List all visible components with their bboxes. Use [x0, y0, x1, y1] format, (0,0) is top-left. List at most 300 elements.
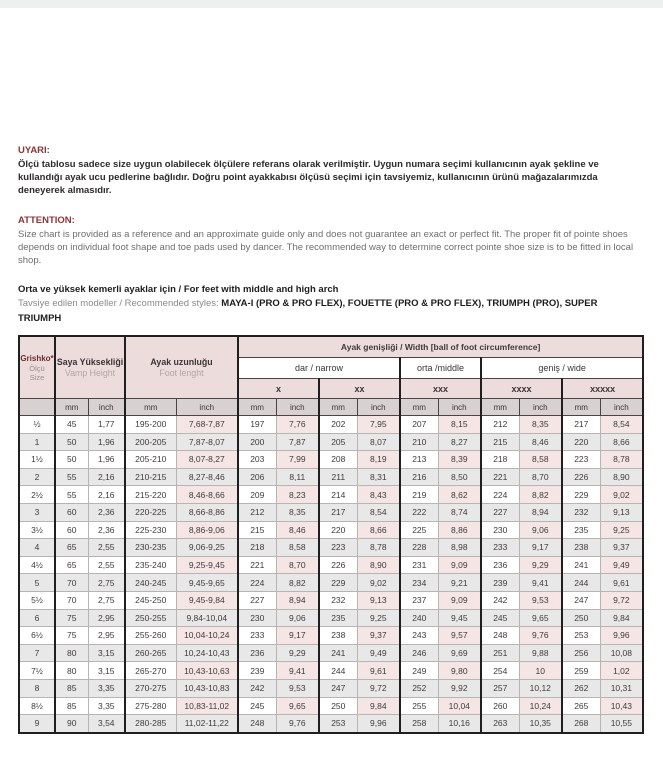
value-cell: 247	[319, 679, 357, 697]
table-row	[19, 486, 643, 504]
table-row	[19, 697, 643, 715]
brand-label: Grishko*	[20, 353, 54, 363]
value-cell: 8,46-8,66	[176, 486, 238, 504]
value-cell: 3,15	[88, 662, 125, 680]
width-letter-xx: xx	[319, 379, 400, 399]
value-cell: 7,87	[276, 433, 319, 451]
warning-english	[18, 214, 642, 267]
value-cell: 234	[400, 574, 438, 592]
value-cell: 9,09	[438, 591, 481, 609]
value-cell: 210-215	[125, 468, 176, 486]
value-cell: 3,35	[88, 679, 125, 697]
value-cell: 65	[55, 556, 88, 574]
value-cell: 225	[400, 521, 438, 539]
value-cell: 240-245	[125, 574, 176, 592]
value-cell: 9,45	[438, 609, 481, 627]
table-row	[19, 451, 643, 469]
value-cell: 9,65	[276, 697, 319, 715]
value-cell: 9,06	[519, 521, 562, 539]
value-cell: 9,29	[519, 556, 562, 574]
value-cell: 224	[481, 486, 519, 504]
units-row	[19, 399, 643, 416]
table-row	[19, 679, 643, 697]
value-cell: 9,41	[519, 574, 562, 592]
value-cell: 9,92	[438, 679, 481, 697]
value-cell: 224	[238, 574, 276, 592]
value-cell: 257	[481, 679, 519, 697]
size-cell: 9	[19, 715, 55, 733]
size-cell: 5	[19, 574, 55, 592]
value-cell: 202	[319, 416, 357, 434]
value-cell: 245-250	[125, 591, 176, 609]
value-cell: 2,75	[88, 574, 125, 592]
table-row	[19, 574, 643, 592]
value-cell: 9,57	[438, 627, 481, 645]
value-cell: 237	[400, 591, 438, 609]
size-chart-section	[18, 283, 642, 326]
value-cell: 259	[562, 662, 600, 680]
value-cell: 239	[481, 574, 519, 592]
value-cell: 227	[238, 591, 276, 609]
value-cell: 2,75	[88, 591, 125, 609]
value-cell: 220	[562, 433, 600, 451]
value-cell: 227	[481, 503, 519, 521]
size-cell: 3	[19, 503, 55, 521]
value-cell: 9,45-9,65	[176, 574, 238, 592]
value-cell: 229	[319, 574, 357, 592]
value-cell: 207	[400, 416, 438, 434]
warning-english-text: Size chart is provided as a reference and an approximate guide only and does not guarantee an exact or perfect fit. The proper fit of pointe shoes depends on individual foot shape and toe pads used by dancer. The recommended way to determine correct pointe shoe size is to be fitted in local shop.	[18, 229, 634, 266]
value-cell: 255-260	[125, 627, 176, 645]
unit-mm-label: mm	[319, 399, 357, 416]
value-cell: 218	[481, 451, 519, 469]
value-cell: 244	[319, 662, 357, 680]
value-cell: 268	[562, 715, 600, 733]
value-cell: 8,78	[357, 539, 400, 557]
value-cell: 9,02	[357, 574, 400, 592]
value-cell: 220-225	[125, 503, 176, 521]
value-cell: 235	[562, 521, 600, 539]
value-cell: 9,72	[600, 591, 643, 609]
unit-mm-label: mm	[238, 399, 276, 416]
size-cell: ½	[19, 416, 55, 434]
size-header-tr: Ölçü	[29, 363, 45, 373]
value-cell: 2,36	[88, 521, 125, 539]
table-row	[19, 521, 643, 539]
value-cell: 243	[400, 627, 438, 645]
value-cell: 10,16	[438, 715, 481, 733]
unit-inch-label: inch	[600, 399, 643, 416]
value-cell: 215	[238, 521, 276, 539]
unit-mm-label: mm	[125, 399, 176, 416]
value-cell: 8,70	[276, 556, 319, 574]
page-content	[0, 144, 663, 734]
value-cell: 1,02	[600, 662, 643, 680]
value-cell: 9,21	[438, 574, 481, 592]
width-group-wide: geniş / wide	[481, 358, 643, 379]
value-cell: 2,16	[88, 468, 125, 486]
value-cell: 222	[400, 503, 438, 521]
value-cell: 9,84	[357, 697, 400, 715]
value-cell: 9,25	[600, 521, 643, 539]
size-cell: 8½	[19, 697, 55, 715]
value-cell: 8,39	[438, 451, 481, 469]
table-row	[19, 609, 643, 627]
value-cell: 90	[55, 715, 88, 733]
value-cell: 3,15	[88, 644, 125, 662]
value-cell: 10,08	[600, 644, 643, 662]
value-cell: 238	[319, 627, 357, 645]
value-cell: 75	[55, 627, 88, 645]
value-cell: 215-220	[125, 486, 176, 504]
value-cell: 213	[400, 451, 438, 469]
value-cell: 195-200	[125, 416, 176, 434]
value-cell: 8,94	[519, 503, 562, 521]
value-cell: 65	[55, 539, 88, 557]
value-cell: 275-280	[125, 697, 176, 715]
value-cell: 208	[319, 451, 357, 469]
section-title: Orta ve yüksek kemerli ayaklar için / For feet with middle and high arch	[18, 284, 339, 295]
value-cell: 254	[481, 662, 519, 680]
value-cell: 200	[238, 433, 276, 451]
value-cell: 8,58	[276, 539, 319, 557]
value-cell: 9,29	[276, 644, 319, 662]
value-cell: 238	[562, 539, 600, 557]
value-cell: 3,35	[88, 697, 125, 715]
size-table	[18, 335, 644, 734]
value-cell: 8,50	[438, 468, 481, 486]
vamp-header-tr: Saya Yüksekliği	[56, 356, 124, 367]
value-cell: 251	[481, 644, 519, 662]
value-cell: 247	[562, 591, 600, 609]
unit-inch-label: inch	[438, 399, 481, 416]
value-cell: 8,46	[276, 521, 319, 539]
value-cell: 60	[55, 503, 88, 521]
size-column-header	[19, 336, 55, 399]
value-cell: 8,90	[357, 556, 400, 574]
value-cell: 10,55	[600, 715, 643, 733]
value-cell: 1,96	[88, 451, 125, 469]
size-cell: 7½	[19, 662, 55, 680]
size-cell: 2	[19, 468, 55, 486]
vamp-height-header	[55, 336, 125, 399]
value-cell: 2,95	[88, 627, 125, 645]
value-cell: 262	[562, 679, 600, 697]
value-cell: 7,99	[276, 451, 319, 469]
value-cell: 229	[562, 486, 600, 504]
value-cell: 242	[481, 591, 519, 609]
table-row	[19, 715, 643, 733]
value-cell: 210	[400, 433, 438, 451]
width-header: Ayak genişliği / Width [ball of foot circumference]	[238, 336, 643, 358]
value-cell: 8,23	[276, 486, 319, 504]
value-cell: 9,88	[519, 644, 562, 662]
value-cell: 232	[562, 503, 600, 521]
value-cell: 8,07-8,27	[176, 451, 238, 469]
value-cell: 8,07	[357, 433, 400, 451]
value-cell: 9,72	[357, 679, 400, 697]
value-cell: 8,86	[438, 521, 481, 539]
table-row	[19, 556, 643, 574]
size-cell: 8	[19, 679, 55, 697]
value-cell: 252	[400, 679, 438, 697]
value-cell: 9,13	[357, 591, 400, 609]
value-cell: 10,43-10,83	[176, 679, 238, 697]
value-cell: 10,31	[600, 679, 643, 697]
value-cell: 9,37	[600, 539, 643, 557]
value-cell: 241	[562, 556, 600, 574]
value-cell: 233	[238, 627, 276, 645]
value-cell: 244	[562, 574, 600, 592]
value-cell: 8,70	[519, 468, 562, 486]
value-cell: 8,15	[438, 416, 481, 434]
table-row	[19, 433, 643, 451]
value-cell: 10,35	[519, 715, 562, 733]
value-cell: 85	[55, 697, 88, 715]
warning-turkish-text: Ölçü tablosu sadece size uygun olabilecek ölçülere referans olarak verilmiştir. Uygun numara seçimi kullanıcının ayak şekline ve kullandığı ayak ucu pedlerine bağlıdır. Doğru point ayakkabısı ölçüsü seçimi için tavsiyemiz, kullanıcının ürünü mağazalarımızda deneyerek almasıdır.	[18, 159, 599, 196]
size-cell: 2½	[19, 486, 55, 504]
value-cell: 7,95	[357, 416, 400, 434]
value-cell: 10	[519, 662, 562, 680]
value-cell: 8,94	[276, 591, 319, 609]
value-cell: 226	[319, 556, 357, 574]
value-cell: 10,83-11,02	[176, 697, 238, 715]
value-cell: 245	[481, 609, 519, 627]
table-row	[19, 468, 643, 486]
value-cell: 221	[238, 556, 276, 574]
value-cell: 9,49	[600, 556, 643, 574]
value-cell: 8,43	[357, 486, 400, 504]
value-cell: 9,37	[357, 627, 400, 645]
value-cell: 225-230	[125, 521, 176, 539]
value-cell: 211	[319, 468, 357, 486]
value-cell: 2,36	[88, 503, 125, 521]
value-cell: 10,43	[600, 697, 643, 715]
value-cell: 9,96	[357, 715, 400, 733]
unit-mm-label: mm	[400, 399, 438, 416]
value-cell: 2,55	[88, 539, 125, 557]
value-cell: 8,62	[438, 486, 481, 504]
value-cell: 9,17	[519, 539, 562, 557]
value-cell: 250	[562, 609, 600, 627]
value-cell: 8,54	[357, 503, 400, 521]
value-cell: 230	[238, 609, 276, 627]
value-cell: 8,35	[276, 503, 319, 521]
value-cell: 209	[238, 486, 276, 504]
value-cell: 9,13	[600, 503, 643, 521]
value-cell: 263	[481, 715, 519, 733]
value-cell: 9,09	[438, 556, 481, 574]
value-cell: 265	[562, 697, 600, 715]
value-cell: 9,17	[276, 627, 319, 645]
value-cell: 9,49	[357, 644, 400, 662]
foot-length-header	[125, 336, 238, 399]
value-cell: 240	[400, 609, 438, 627]
value-cell: 223	[319, 539, 357, 557]
value-cell: 8,19	[357, 451, 400, 469]
value-cell: 8,31	[357, 468, 400, 486]
value-cell: 8,27	[438, 433, 481, 451]
foot-header-en: Foot lenght	[159, 367, 204, 378]
value-cell: 9,80	[438, 662, 481, 680]
width-group-narrow: dar / narrow	[238, 358, 400, 379]
width-group-middle: orta /middle	[400, 358, 481, 379]
value-cell: 9,84-10,04	[176, 609, 238, 627]
value-cell: 9,06	[276, 609, 319, 627]
value-cell: 236	[238, 644, 276, 662]
value-cell: 1,77	[88, 416, 125, 434]
value-cell: 212	[481, 416, 519, 434]
table-row	[19, 539, 643, 557]
value-cell: 8,74	[438, 503, 481, 521]
size-cell: 6½	[19, 627, 55, 645]
size-cell: 1	[19, 433, 55, 451]
value-cell: 9,25-9,45	[176, 556, 238, 574]
value-cell: 260	[481, 697, 519, 715]
value-cell: 10,04-10,24	[176, 627, 238, 645]
unit-inch-label: inch	[519, 399, 562, 416]
value-cell: 8,86-9,06	[176, 521, 238, 539]
value-cell: 9,65	[519, 609, 562, 627]
value-cell: 242	[238, 679, 276, 697]
value-cell: 45	[55, 416, 88, 434]
width-letter-xxxxx: xxxxx	[562, 379, 643, 399]
value-cell: 260-265	[125, 644, 176, 662]
value-cell: 50	[55, 451, 88, 469]
size-cell: 3½	[19, 521, 55, 539]
value-cell: 248	[238, 715, 276, 733]
recommended-styles-line	[18, 296, 642, 326]
value-cell: 215	[481, 433, 519, 451]
value-cell: 75	[55, 609, 88, 627]
value-cell: 223	[562, 451, 600, 469]
unit-inch-label: inch	[176, 399, 238, 416]
value-cell: 55	[55, 468, 88, 486]
recommended-styles: MAYA-I (PRO & PRO FLEX), FOUETTE (PRO & PRO FLEX), TRIUMPH (PRO), SUPER TRIUMPH	[18, 298, 598, 324]
value-cell: 214	[319, 486, 357, 504]
value-cell: 270-275	[125, 679, 176, 697]
value-cell: 200-205	[125, 433, 176, 451]
value-cell: 249	[400, 662, 438, 680]
value-cell: 253	[319, 715, 357, 733]
value-cell: 9,45-9,84	[176, 591, 238, 609]
unit-mm-label: mm	[481, 399, 519, 416]
value-cell: 70	[55, 574, 88, 592]
value-cell: 10,24	[519, 697, 562, 715]
value-cell: 256	[562, 644, 600, 662]
value-cell: 7,87-8,07	[176, 433, 238, 451]
size-cell: 7	[19, 644, 55, 662]
value-cell: 250-255	[125, 609, 176, 627]
value-cell: 212	[238, 503, 276, 521]
value-cell: 8,58	[519, 451, 562, 469]
value-cell: 230	[481, 521, 519, 539]
value-cell: 253	[562, 627, 600, 645]
value-cell: 70	[55, 591, 88, 609]
value-cell: 9,76	[276, 715, 319, 733]
value-cell: 233	[481, 539, 519, 557]
value-cell: 3,54	[88, 715, 125, 733]
top-strip	[0, 0, 663, 8]
value-cell: 11,02-11,22	[176, 715, 238, 733]
value-cell: 255	[400, 697, 438, 715]
value-cell: 9,06-9,25	[176, 539, 238, 557]
table-row	[19, 416, 643, 434]
value-cell: 8,46	[519, 433, 562, 451]
size-cell: 5½	[19, 591, 55, 609]
unit-inch-label: inch	[88, 399, 125, 416]
warning-english-label: ATTENTION:	[18, 215, 75, 226]
value-cell: 230-235	[125, 539, 176, 557]
value-cell: 217	[562, 416, 600, 434]
value-cell: 50	[55, 433, 88, 451]
value-cell: 2,95	[88, 609, 125, 627]
foot-header-tr: Ayak uzunluğu	[150, 356, 213, 367]
value-cell: 235-240	[125, 556, 176, 574]
value-cell: 9,02	[600, 486, 643, 504]
value-cell: 8,27-8,46	[176, 468, 238, 486]
value-cell: 8,98	[438, 539, 481, 557]
value-cell: 9,84	[600, 609, 643, 627]
value-cell: 10,43-10,63	[176, 662, 238, 680]
unit-inch-label: inch	[357, 399, 400, 416]
recommended-label: Tavsiye edilen modeller / Recommended styles:	[18, 298, 219, 309]
value-cell: 9,53	[276, 679, 319, 697]
value-cell: 8,54	[600, 416, 643, 434]
size-cell: 4	[19, 539, 55, 557]
size-cell: 1½	[19, 451, 55, 469]
value-cell: 10,04	[438, 697, 481, 715]
value-cell: 232	[319, 591, 357, 609]
width-letter-xxx: xxx	[400, 379, 481, 399]
value-cell: 265-270	[125, 662, 176, 680]
value-cell: 241	[319, 644, 357, 662]
value-cell: 9,25	[357, 609, 400, 627]
value-cell: 8,90	[600, 468, 643, 486]
value-cell: 205-210	[125, 451, 176, 469]
size-header-en: Size	[29, 372, 45, 382]
table-row	[19, 662, 643, 680]
value-cell: 9,69	[438, 644, 481, 662]
value-cell: 203	[238, 451, 276, 469]
value-cell: 10,12	[519, 679, 562, 697]
value-cell: 245	[238, 697, 276, 715]
value-cell: 280-285	[125, 715, 176, 733]
unit-inch-label: inch	[276, 399, 319, 416]
value-cell: 217	[319, 503, 357, 521]
value-cell: 258	[400, 715, 438, 733]
value-cell: 9,96	[600, 627, 643, 645]
unit-mm-label: mm	[55, 399, 88, 416]
width-letter-xxxx: xxxx	[481, 379, 562, 399]
value-cell: 9,61	[357, 662, 400, 680]
value-cell: 226	[562, 468, 600, 486]
width-letter-x: x	[238, 379, 319, 399]
value-cell: 248	[481, 627, 519, 645]
value-cell: 60	[55, 521, 88, 539]
value-cell: 236	[481, 556, 519, 574]
value-cell: 8,82	[519, 486, 562, 504]
value-cell: 220	[319, 521, 357, 539]
value-cell: 7,76	[276, 416, 319, 434]
value-cell: 219	[400, 486, 438, 504]
table-row	[19, 591, 643, 609]
warning-turkish	[18, 144, 642, 197]
value-cell: 8,66	[600, 433, 643, 451]
table-row	[19, 503, 643, 521]
value-cell: 235	[319, 609, 357, 627]
value-cell: 250	[319, 697, 357, 715]
